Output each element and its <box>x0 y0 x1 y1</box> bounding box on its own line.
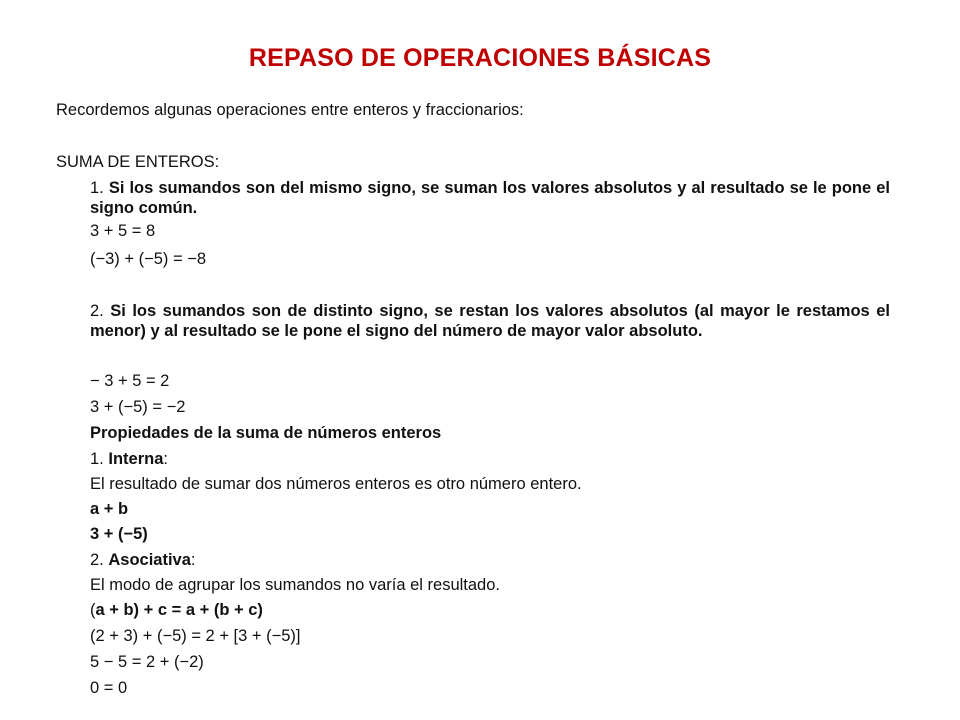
property-2-number: 2. <box>90 551 109 569</box>
property-1-number: 1. <box>90 450 109 468</box>
properties-heading: Propiedades de la suma de números enteros <box>90 424 442 442</box>
property-2-formula-open: ( <box>90 601 96 619</box>
section-heading: SUMA DE ENTEROS: <box>56 153 220 171</box>
rule-1 <box>90 178 890 218</box>
example-1b: (−3) + (−5) = −8 <box>90 250 207 268</box>
property-2 <box>90 551 196 570</box>
property-1 <box>90 450 168 469</box>
property-2-example-3: 0 = 0 <box>90 679 128 697</box>
property-2-formula-rest: a + b) + c = a + (b + c) <box>95 601 263 619</box>
property-2-description: El modo de agrupar los sumandos no varía el resultado. <box>90 576 500 594</box>
intro-text: Recordemos algunas operaciones entre enteros y fraccionarios: <box>56 101 524 119</box>
property-1-description: El resultado de sumar dos números enteros es otro número entero. <box>90 475 582 493</box>
property-1-formula: a + b <box>90 500 129 518</box>
property-2-formula <box>90 601 263 620</box>
page-title: REPASO DE OPERACIONES BÁSICAS <box>248 44 712 72</box>
property-1-example: 3 + (−5) <box>90 525 148 543</box>
rule-2-text: Si los sumandos son de distinto signo, se restan los valores absolutos (al mayor le restamos el menor) y al resultado se le pone el signo del número de mayor valor absoluto. <box>90 302 890 340</box>
property-2-colon: : <box>190 551 196 569</box>
property-1-colon: : <box>163 450 168 468</box>
example-2b: 3 + (−5) = −2 <box>90 398 186 416</box>
property-2-example-2: 5 − 5 = 2 + (−2) <box>90 653 204 671</box>
property-2-example-1: (2 + 3) + (−5) = 2 + [3 + (−5)] <box>90 627 301 645</box>
example-1a: 3 + 5 = 8 <box>90 222 156 240</box>
property-1-name: Interna <box>108 450 164 468</box>
rule-2 <box>90 301 890 341</box>
property-2-name: Asociativa <box>108 551 191 569</box>
rule-2-number: 2. <box>90 302 111 320</box>
example-2a: − 3 + 5 = 2 <box>90 372 170 390</box>
rule-1-number: 1. <box>90 179 109 197</box>
rule-1-text: Si los sumandos son del mismo signo, se suman los valores absolutos y al resultado se le pone el signo común. <box>90 179 890 217</box>
